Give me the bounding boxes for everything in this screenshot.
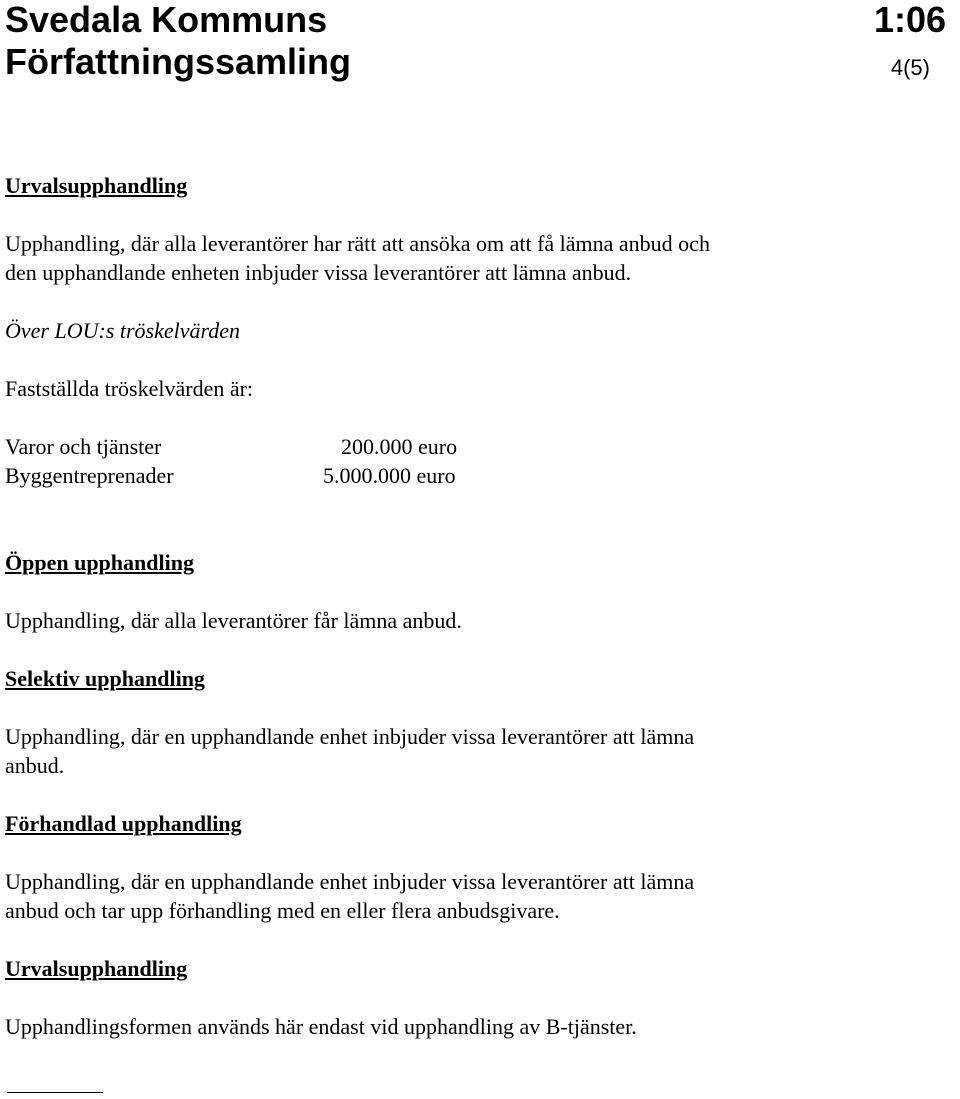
- collection-title: Författningssamling: [5, 41, 352, 82]
- paragraph-line: den upphandlande enheten inbjuder vissa leverantörer att lämna anbud.: [5, 260, 632, 285]
- paragraph-line: Upphandling, där alla leverantörer får lämna anbud.: [5, 608, 462, 633]
- heading-urvalsupphandling: Urvalsupphandling: [5, 173, 188, 198]
- doc-number: 1:06: [873, 0, 946, 40]
- heading-oppen-upphandling: Öppen upphandling: [5, 550, 194, 575]
- threshold-intro: Fastställda tröskelvärden är:: [5, 376, 254, 401]
- paragraph-line: Upphandling, där alla leverantörer har rätt att ansöka om att få lämna anbud och: [5, 231, 710, 256]
- org-title: Svedala Kommuns: [5, 0, 328, 40]
- paragraph-line: Upphandlingsformen används här endast vid upphandling av B-tjänster.: [5, 1014, 637, 1039]
- threshold-value: 5.000.000 euro: [323, 463, 456, 488]
- threshold-label: Byggentreprenader: [5, 463, 174, 488]
- paragraph-line: anbud.: [5, 753, 65, 778]
- page-number: 4(5): [890, 55, 930, 80]
- paragraph-line: anbud och tar upp förhandling med en eller flera anbudsgivare.: [5, 898, 560, 923]
- heading-urvalsupphandling: Urvalsupphandling: [5, 956, 188, 981]
- heading-forhandlad-upphandling: Förhandlad upphandling: [5, 811, 242, 836]
- threshold-value: 200.000 euro: [341, 434, 458, 459]
- threshold-label: Varor och tjänster: [5, 434, 162, 459]
- footnote-separator: [7, 1092, 103, 1093]
- paragraph-line: Upphandling, där en upphandlande enhet inbjuder vissa leverantörer att lämna: [5, 869, 695, 894]
- heading-selektiv-upphandling: Selektiv upphandling: [5, 666, 205, 691]
- heading-over-lou: Över LOU:s tröskelvärden: [5, 318, 241, 343]
- paragraph-line: Upphandling, där en upphandlande enhet inbjuder vissa leverantörer att lämna: [5, 724, 695, 749]
